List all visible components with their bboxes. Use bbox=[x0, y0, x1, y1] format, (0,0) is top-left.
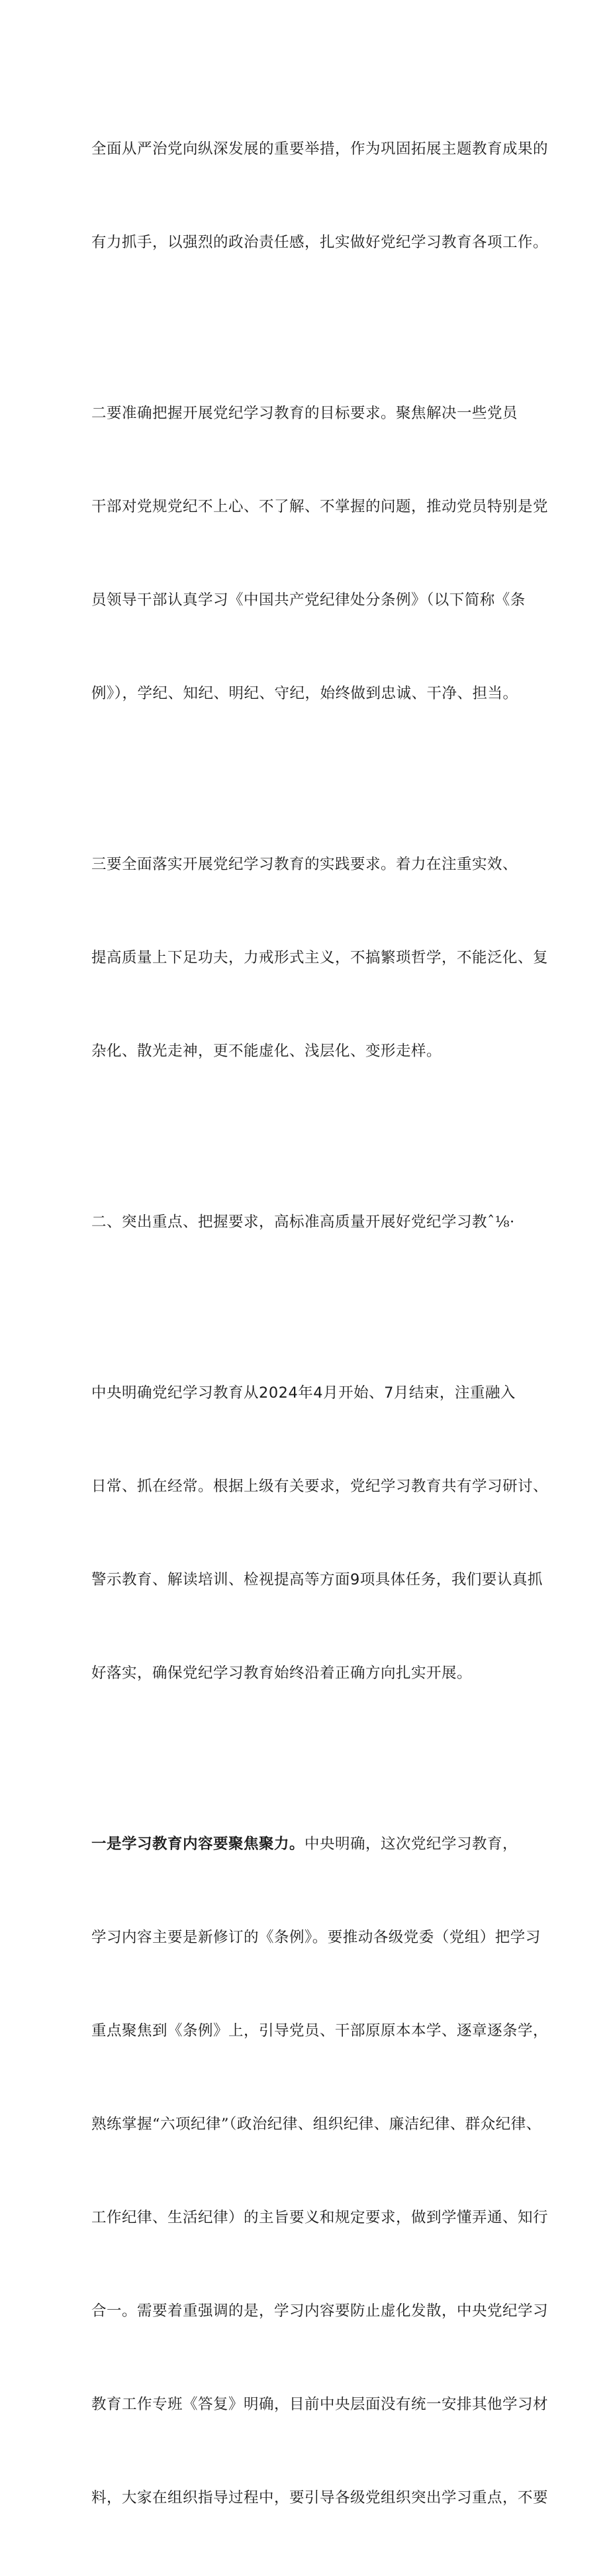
text-line: 好落实，确保党纪学习教育始终沿着正确方向扎实开展。 bbox=[91, 1665, 473, 1682]
text-line: 有力抓手，以强烈的政治责任感，扎实做好党纪学习教育各项工作。 bbox=[91, 234, 549, 251]
heading-line: 二、突出重点、把握要求，高标准高质量开展好党纪学习教ˆ⅛· bbox=[91, 1213, 515, 1231]
text-line: 三要全面落实开展党纪学习教育的实践要求。着力在注重实效、 bbox=[91, 856, 518, 873]
text-line: 料，大家在组织指导过程中，要引导各级党组织突出学习重点，不要 bbox=[91, 2489, 549, 2506]
text-line: 例》），学纪、知纪、明纪、守纪，始终做到忠诚、干净、担当。 bbox=[91, 685, 518, 702]
section-heading bbox=[91, 1145, 522, 1300]
paragraph-content-focus bbox=[91, 1767, 549, 2576]
text-line: 教育工作专班《答复》明确，目前中央层面没有统一安排其他学习材 bbox=[91, 2396, 549, 2413]
paragraph-continuation bbox=[91, 72, 549, 321]
text-line: 熟练掌握“六项纪律”（政治纪律、组织纪律、廉洁纪律、群众纪律、 bbox=[91, 2116, 541, 2133]
text-line bbox=[91, 1829, 522, 1860]
text-line: 工作纪律、生活纪律）的主旨要义和规定要求，做到学懂弄通、知行 bbox=[91, 2209, 549, 2226]
text-run: 中央明确，这次党纪学习教育， bbox=[304, 1835, 518, 1853]
text-line: 日常、抓在经常。根据上级有关要求，党纪学习教育共有学习研讨、 bbox=[91, 1478, 549, 1495]
document-page bbox=[91, 72, 549, 2576]
text-line: 中央明确党纪学习教育从2024年4月开始、7月结束，注重融入 bbox=[91, 1384, 516, 1402]
paragraph-schedule bbox=[91, 1315, 549, 1751]
text-line: 二要准确把握开展党纪学习教育的目标要求。聚焦解决一些党员 bbox=[91, 405, 518, 422]
text-line: 警示教育、解读培训、检视提高等方面9项具体任务，我们要认真抓 bbox=[91, 1571, 543, 1588]
text-line: 学习内容主要是新修订的《条例》。要推动各级党委（党组）把学习 bbox=[91, 1929, 541, 1946]
text-line: 干部对党规党纪不上心、不了解、不掌握的问题，推动党员特别是党 bbox=[91, 498, 549, 515]
text-line: 员领导干部认真学习《中国共产党纪律处分条例》（以下简称《条 bbox=[91, 592, 526, 609]
paragraph-goal-requirements bbox=[91, 336, 549, 772]
text-line: 提高质量上下足功夫，力戒形式主义，不搞繁琐哲学，不能泛化、复 bbox=[91, 949, 549, 966]
text-line: 杂化、散光走神，更不能虚化、浅层化、变形走样。 bbox=[91, 1043, 442, 1060]
text-line: 合一。需要着重强调的是，学习内容要防止虚化发散，中央党纪学习 bbox=[91, 2302, 549, 2320]
paragraph-practice-requirements bbox=[91, 787, 549, 1129]
bold-lead-phrase: 一是学习教育内容要聚焦聚力。 bbox=[91, 1835, 305, 1853]
text-line: 全面从严治党向纵深发展的重要举措，作为巩固拓展主题教育成果的 bbox=[91, 140, 549, 158]
text-line: 重点聚焦到《条例》上，引导党员、干部原原本本学、逐章逐条学， bbox=[91, 2022, 549, 2039]
